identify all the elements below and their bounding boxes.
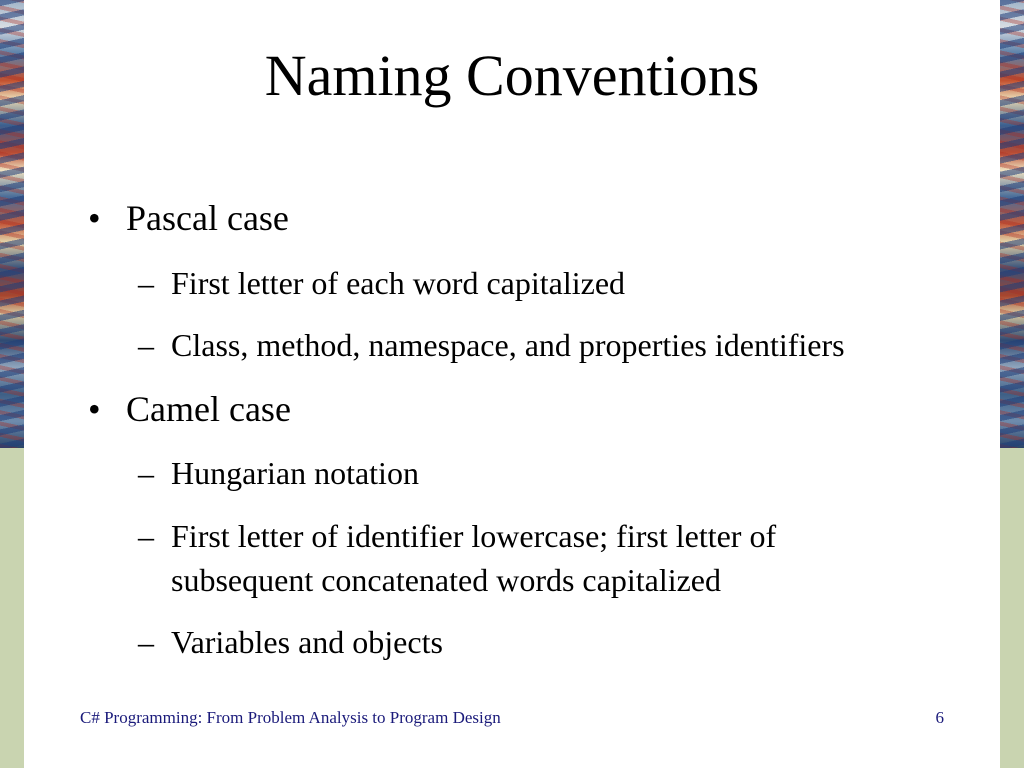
sub-bullet-text: Variables and objects bbox=[171, 624, 443, 660]
left-strip-photo bbox=[0, 0, 24, 448]
dash-icon: – bbox=[138, 624, 154, 660]
bullet-text: Camel case bbox=[126, 389, 291, 429]
bullet-icon: • bbox=[88, 389, 101, 429]
sub-bullet-text: subsequent concatenated words capitalized bbox=[171, 562, 721, 598]
dash-icon: – bbox=[138, 518, 154, 554]
footer-course-title: C# Programming: From Problem Analysis to Program Design bbox=[80, 708, 501, 727]
sub-bullet-text: Class, method, namespace, and properties identifiers bbox=[171, 327, 845, 363]
page-number: 6 bbox=[935, 708, 944, 727]
bullet-text: Pascal case bbox=[126, 198, 289, 238]
right-decorative-strip bbox=[1000, 0, 1024, 768]
dash-icon: – bbox=[138, 265, 154, 301]
left-decorative-strip bbox=[0, 0, 24, 768]
dash-icon: – bbox=[138, 327, 154, 363]
dash-icon: – bbox=[138, 455, 154, 491]
right-strip-photo bbox=[1000, 0, 1024, 448]
sub-bullet-text: First letter of each word capitalized bbox=[171, 265, 626, 301]
sub-bullet-text: Hungarian notation bbox=[171, 455, 419, 491]
sub-bullet-text: First letter of identifier lowercase; first letter of bbox=[171, 518, 777, 554]
bullet-icon: • bbox=[88, 198, 101, 238]
slide-title: Naming Conventions bbox=[264, 43, 760, 108]
